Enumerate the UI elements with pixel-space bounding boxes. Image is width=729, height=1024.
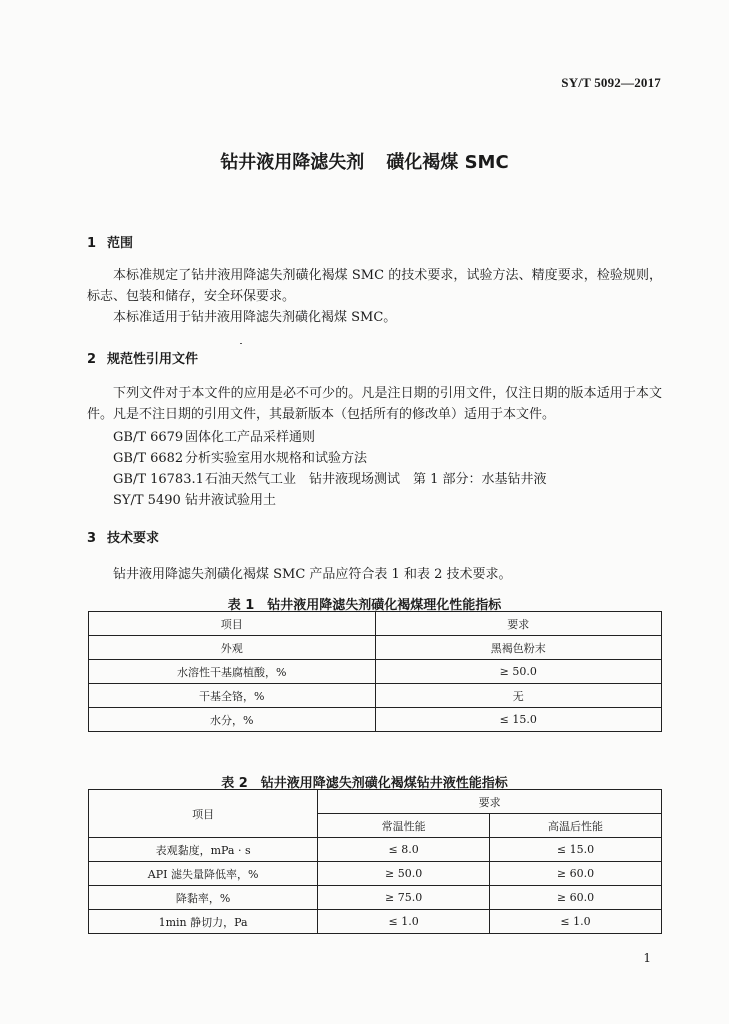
subheader-cell: 高温后性能 (490, 814, 662, 838)
table-header-row (89, 612, 662, 636)
table-cell: ≤ 8.0 (318, 838, 490, 862)
table-2-caption: 表 2 钻井液用降滤失剂磺化褐煤钻井液性能指标 (221, 776, 508, 791)
reference-title: 分析实验室用水规格和试验方法 (185, 451, 368, 466)
reference-title: 石油天然气工业 钻井液现场测试 第 1 部分：水基钻井液 (205, 472, 547, 487)
table-row (89, 862, 662, 886)
table-cell: ≤ 1.0 (318, 910, 490, 934)
header-cell: 要求 (375, 612, 662, 636)
subheader-cell: 常温性能 (318, 814, 490, 838)
reference-title: 固体化工产品采样通则 (185, 430, 316, 445)
page-number: 1 (643, 951, 651, 965)
table-cell: ≤ 15.0 (375, 708, 662, 732)
table-row (89, 910, 662, 934)
document-title (0, 148, 729, 174)
section-number: 1 (87, 236, 97, 251)
table-cell: 降黏率，% (89, 886, 318, 910)
table-row (89, 838, 662, 862)
header-cell: 项目 (89, 790, 318, 838)
table-cell: ≥ 75.0 (318, 886, 490, 910)
section-1-paragraph-1: 本标准规定了钻井液用降滤失剂磺化褐煤 SMC 的技术要求，试验方法、精度要求，检验规则，标志、包装和储存，安全环保要求。 (87, 268, 662, 304)
table-cell: ≥ 60.0 (490, 886, 662, 910)
table-row (89, 684, 662, 708)
table-cell: ≥ 60.0 (490, 862, 662, 886)
table-1 (88, 611, 662, 732)
table-cell: API 滤失量降低率，% (89, 862, 318, 886)
section-3-paragraph-1: 钻井液用降滤失剂磺化褐煤 SMC 产品应符合表 1 和表 2 技术要求。 (113, 567, 512, 582)
table-cell: 水分，% (89, 708, 376, 732)
table-header-row (89, 790, 662, 814)
table-row (89, 636, 662, 660)
reference-item (113, 426, 315, 445)
table-cell: ≤ 1.0 (490, 910, 662, 934)
table-row (89, 708, 662, 732)
table-cell: 外观 (89, 636, 376, 660)
section-1-heading (87, 232, 133, 251)
table-cell: 黑褐色粉末 (375, 636, 662, 660)
table-row (89, 886, 662, 910)
reference-item (113, 447, 367, 466)
table-cell: ≤ 15.0 (490, 838, 662, 862)
table-cell: 无 (375, 684, 662, 708)
reference-code: SY/T 5490 (113, 493, 181, 508)
section-title: 范围 (107, 236, 134, 251)
section-3-heading (87, 527, 159, 546)
reference-title: 钻井液试验用土 (185, 493, 277, 508)
reference-code: GB/T 6679 (113, 430, 184, 445)
table-cell: 水溶性干基腐植酸，% (89, 660, 376, 684)
section-title: 技术要求 (107, 531, 160, 546)
reference-code: GB/T 6682 (113, 451, 184, 466)
title-part-2: 磺化褐煤 SMC (386, 152, 509, 173)
reference-item (113, 489, 276, 508)
scan-speck (240, 343, 242, 344)
table-2 (88, 789, 662, 934)
section-2-paragraph-1: 下列文件对于本文件的应用是必不可少的。凡是注日期的引用文件，仅注日期的版本适用于本文件。凡是不注日期的引用文件，其最新版本（包括所有的修改单）适用于本文件。 (87, 386, 662, 422)
standard-code: SY/T 5092—2017 (561, 75, 661, 90)
table-row (89, 660, 662, 684)
table-cell: ≥ 50.0 (375, 660, 662, 684)
section-number: 3 (87, 531, 97, 546)
table-1-caption: 表 1 钻井液用降滤失剂磺化褐煤理化性能指标 (227, 598, 502, 613)
table-cell: 1min 静切力，Pa (89, 910, 318, 934)
header-cell: 项目 (89, 612, 376, 636)
section-1-paragraph-2: 本标准适用于钻井液用降滤失剂磺化褐煤 SMC。 (113, 310, 397, 325)
table-cell: 干基全铬，% (89, 684, 376, 708)
section-number: 2 (87, 352, 97, 367)
reference-code: GB/T 16783.1 (113, 472, 204, 487)
title-part-1: 钻井液用降滤失剂 (220, 152, 365, 173)
section-2-heading (87, 348, 198, 367)
table-cell: 表观黏度，mPa · s (89, 838, 318, 862)
header-group-cell: 要求 (318, 790, 662, 814)
reference-item (113, 468, 547, 487)
table-cell: ≥ 50.0 (318, 862, 490, 886)
section-title: 规范性引用文件 (107, 352, 199, 367)
